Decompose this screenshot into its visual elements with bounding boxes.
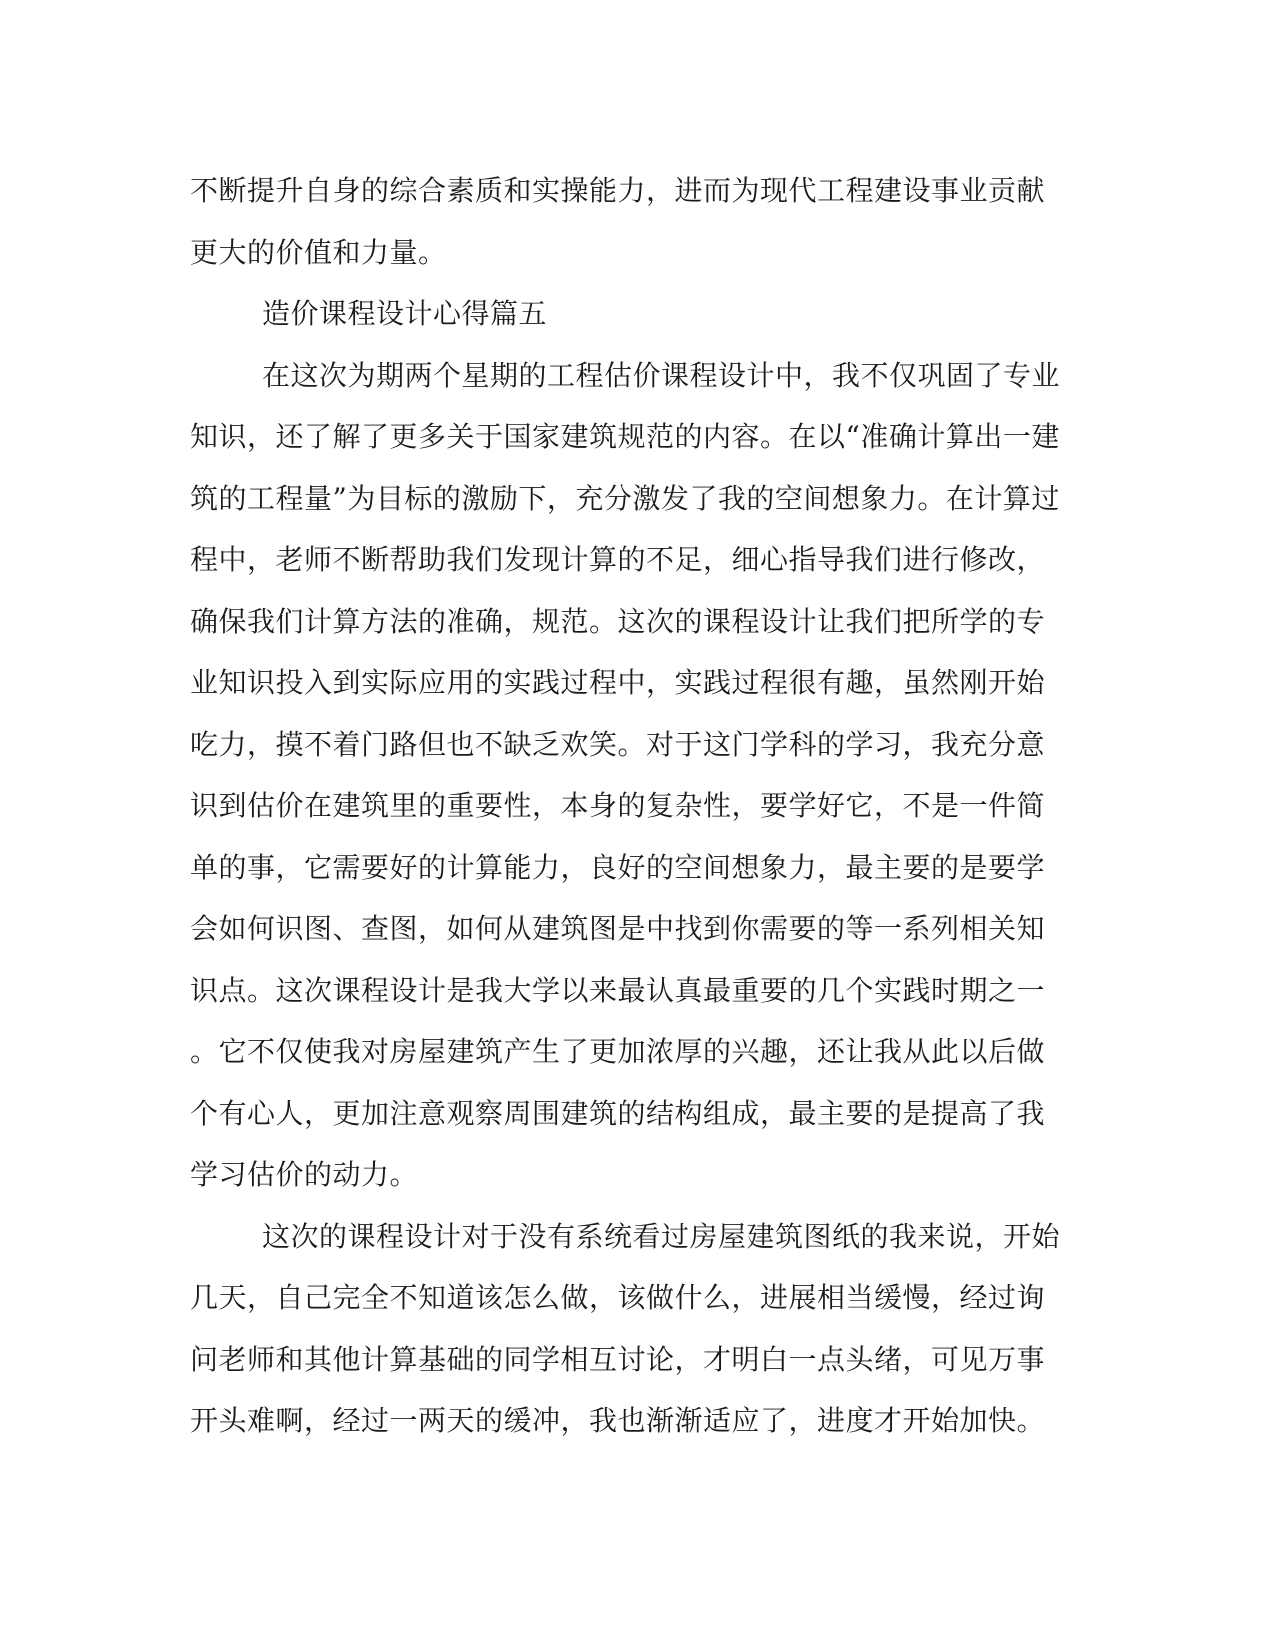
text-line: 几天，自己完全不知道该怎么做，该做什么，进展相当缓慢，经过询 xyxy=(190,1281,1046,1314)
text-line: 筑的工程量”为目标的激励下，充分激发了我的空间想象力。在计算过 xyxy=(190,481,1060,515)
text-line: 单的事，它需要好的计算能力，良好的空间想象力，最主要的是要学 xyxy=(190,850,1046,884)
text-line: 业知识投入到实际应用的实践过程中，实践过程很有趣，虽然刚开始 xyxy=(190,666,1046,699)
text-line: 问老师和其他计算基础的同学相互讨论，才明白一点头绪，可见万事 xyxy=(190,1342,1046,1376)
text-line: 确保我们计算方法的准确，规范。这次的课程设计让我们把所学的专 xyxy=(190,604,1046,638)
text-line: 更大的价值和力量。 xyxy=(190,235,447,269)
text-line: 不断提升自身的综合素质和实操能力，进而为现代工程建设事业贡献 xyxy=(190,174,1046,207)
section-heading: 造价课程设计心得篇五 xyxy=(262,297,548,330)
text-line: 。它不仅使我对房屋建筑产生了更加浓厚的兴趣，还让我从此以后做 xyxy=(190,1035,1046,1068)
text-line: 知识，还了解了更多关于国家建筑规范的内容。在以“准确计算出一建 xyxy=(190,420,1060,453)
text-line: 个有心人，更加注意观察周围建筑的结构组成，最主要的是提高了我 xyxy=(190,1096,1046,1130)
paragraph-first-line: 这次的课程设计对于没有系统看过房屋建筑图纸的我来说，开始 xyxy=(262,1219,1061,1253)
text-line: 吃力，摸不着门路但也不缺乏欢笑。对于这门学科的学习，我充分意 xyxy=(190,727,1046,761)
text-line: 识点。这次课程设计是我大学以来最认真最重要的几个实践时期之一 xyxy=(190,973,1046,1007)
text-line: 识到估价在建筑里的重要性，本身的复杂性，要学好它，不是一件简 xyxy=(190,789,1046,822)
text-line: 开头难啊，经过一两天的缓冲，我也渐渐适应了，进度才开始加快。 xyxy=(190,1404,1046,1437)
document-body xyxy=(190,160,1070,1452)
text-line: 会如何识图、查图，如何从建筑图是中找到你需要的等一系列相关知 xyxy=(190,912,1046,945)
text-line: 学习估价的动力。 xyxy=(190,1158,419,1191)
text-line: 程中，老师不断帮助我们发现计算的不足，细心指导我们进行修改， xyxy=(190,543,1046,576)
paragraph-first-line: 在这次为期两个星期的工程估价课程设计中，我不仅巩固了专业 xyxy=(262,358,1061,392)
